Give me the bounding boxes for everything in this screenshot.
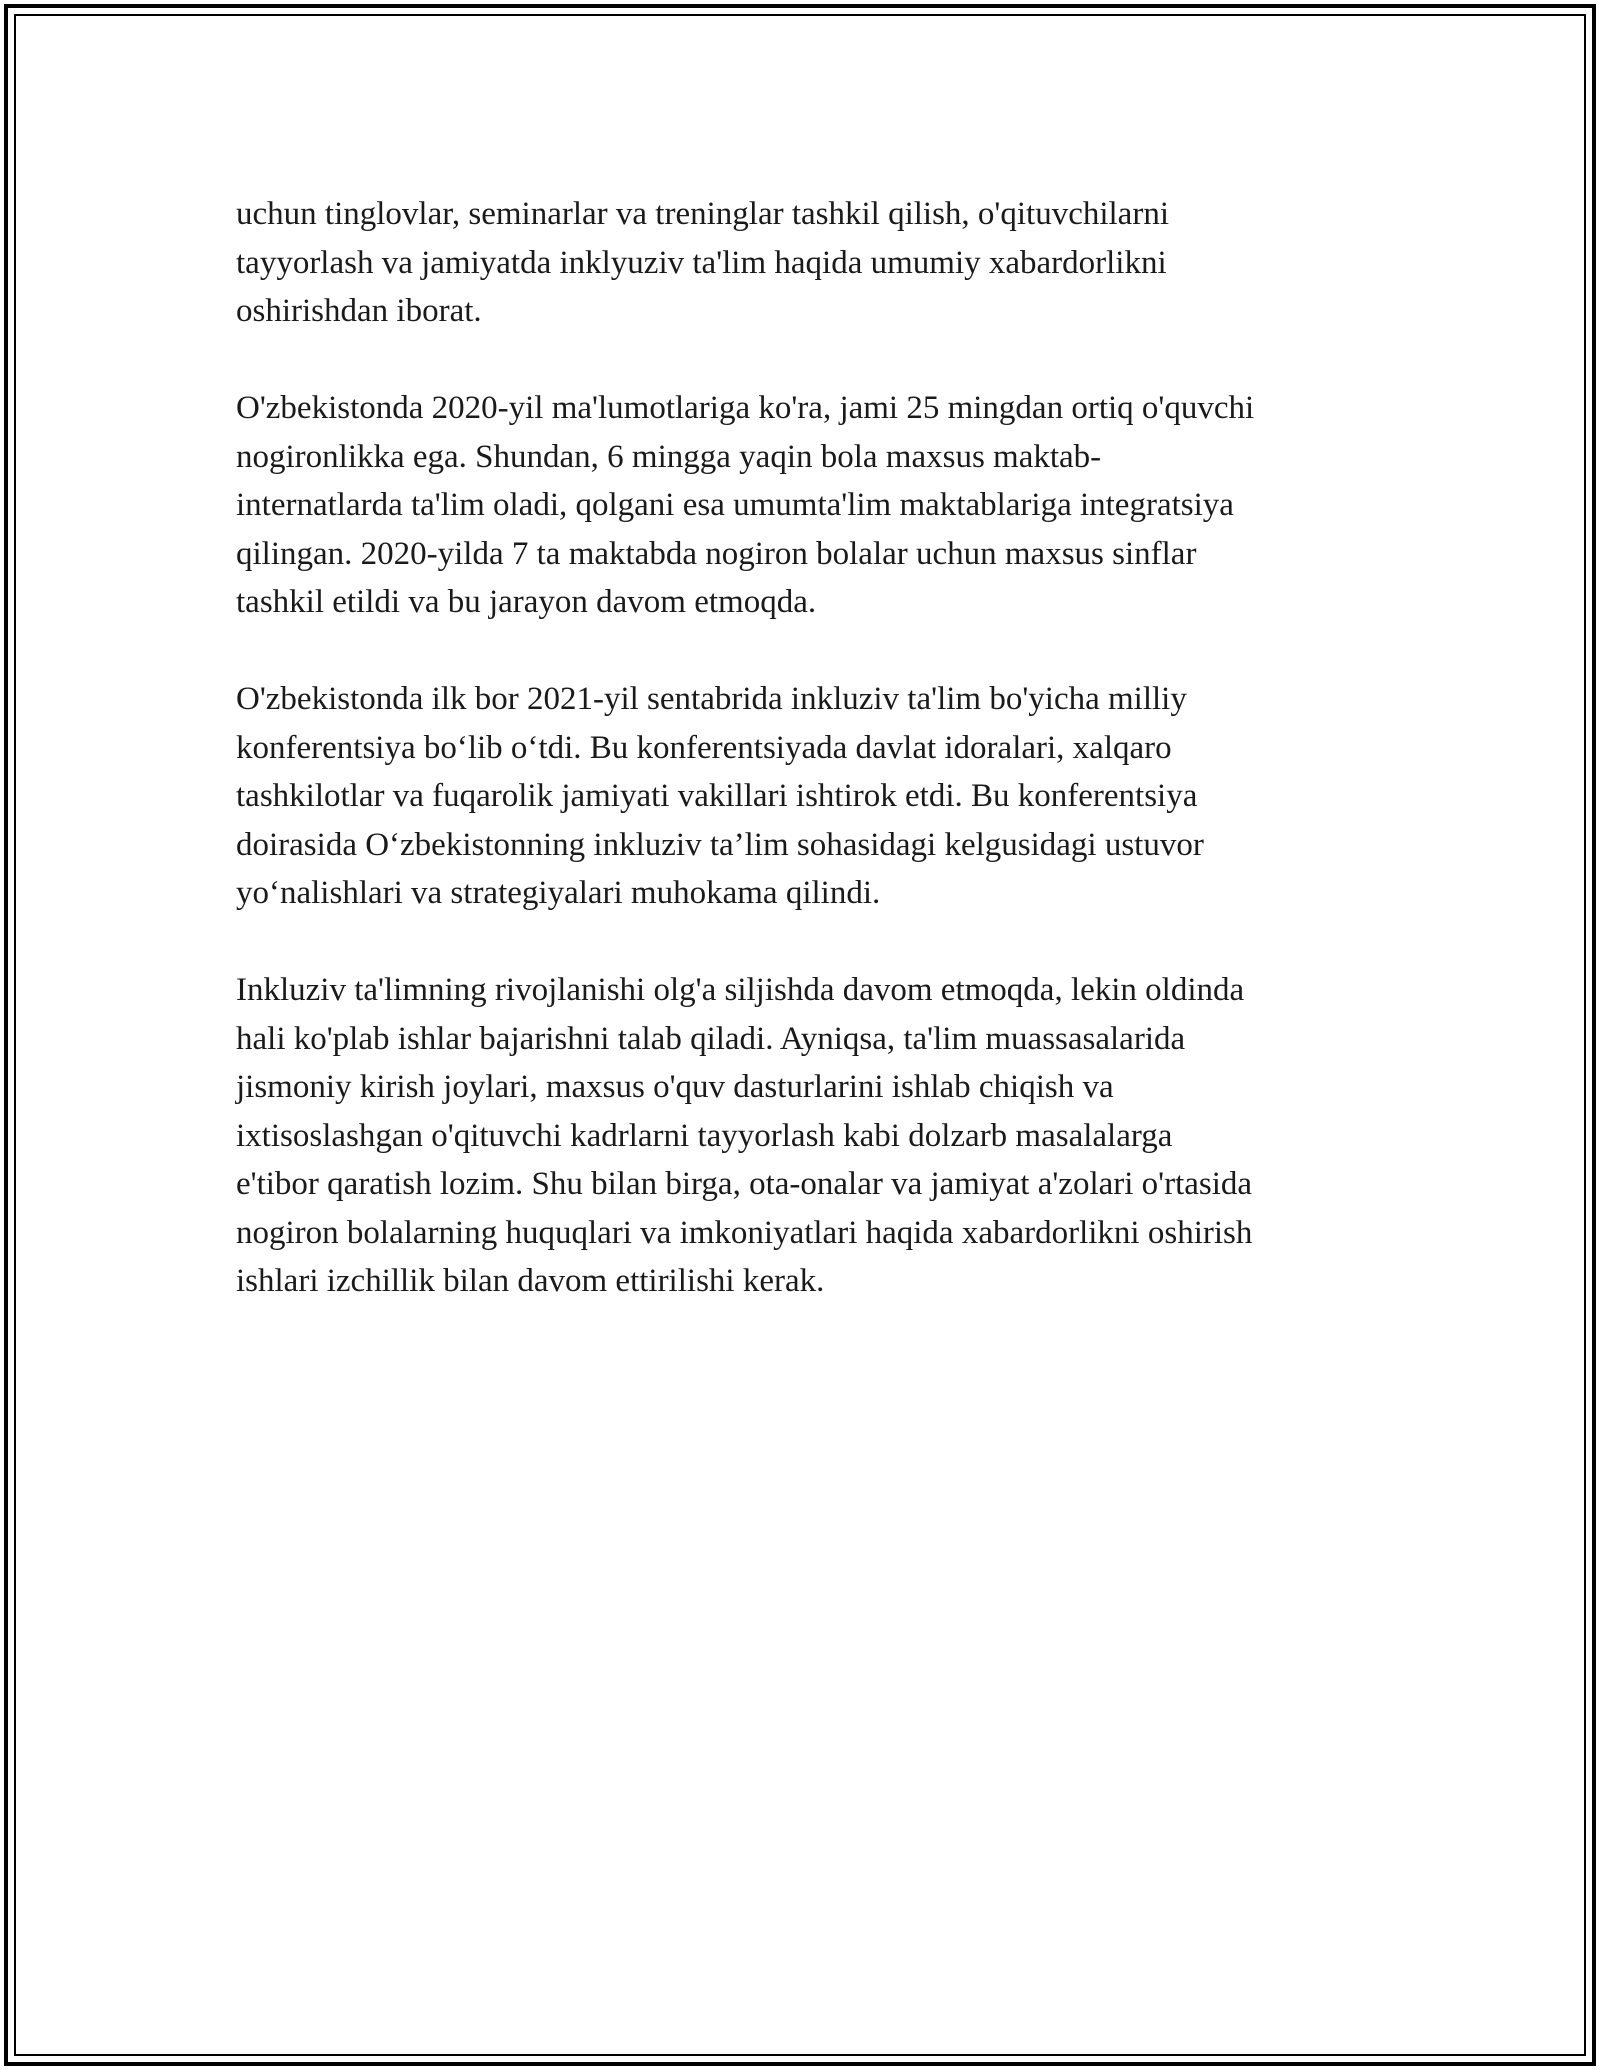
text-line: ixtisoslashgan o'qituvchi kadrlarni tayyorlash kabi dolzarb masalalarga xyxy=(236,1117,1173,1154)
text-line: e'tibor qaratish lozim. Shu bilan birga, ota-onalar va jamiyat a'zolari o'rtasida xyxy=(236,1166,1253,1202)
text-line: qilingan. 2020-yilda 7 ta maktabda nogiron bolalar uchun maxsus sinflar xyxy=(236,535,1197,572)
text-line: jismoniy kirish joylari, maxsus o'quv dasturlarini ishlab chiqish va xyxy=(236,1069,1114,1105)
text-line: Inkluziv ta'limning rivojlanishi olg'a siljishda davom etmoqda, lekin oldinda xyxy=(236,972,1245,1008)
paragraph-3 xyxy=(236,675,1416,918)
text-line: konferentsiya bo‘lib o‘tdi. Bu konferentsiyada davlat idoralari, xalqaro xyxy=(236,729,1172,766)
text-line: tashkilotlar va fuqarolik jamiyati vakillari ishtirok etdi. Bu konferentsiya xyxy=(236,778,1198,814)
text-line: uchun tinglovlar, seminarlar va treninglar tashkil qilish, o'qituvchilarni xyxy=(236,196,1169,232)
text-line: ishlari izchillik bilan davom ettirilishi kerak. xyxy=(236,1263,825,1299)
document-body xyxy=(236,190,1416,1354)
paragraph-2 xyxy=(236,384,1416,627)
text-line: O'zbekistonda ilk bor 2021-yil sentabrida inkluziv ta'lim bo'yicha milliy xyxy=(236,681,1187,717)
text-line: hali ko'plab ishlar bajarishni talab qiladi. Ayniqsa, ta'lim muassasalarida xyxy=(236,1020,1186,1057)
text-line: internatlarda ta'lim oladi, qolgani esa umumta'lim maktablariga integratsiya xyxy=(236,487,1234,523)
text-line: nogiron bolalarning huquqlari va imkoniyatlari haqida xabardorlikni oshirish xyxy=(236,1214,1253,1251)
text-line: tashkil etildi va bu jarayon davom etmoqda. xyxy=(236,584,817,620)
paragraph-1 xyxy=(236,190,1416,336)
text-line: doirasida O‘zbekistonning inkluziv ta’lim sohasidagi kelgusidagi ustuvor xyxy=(236,826,1204,863)
text-line: O'zbekistonda 2020-yil ma'lumotlariga ko'ra, jami 25 mingdan ortiq o'quvchi xyxy=(236,390,1255,426)
text-line: oshirishdan iborat. xyxy=(236,293,482,329)
text-line: nogironlikka ega. Shundan, 6 mingga yaqin bola maxsus maktab- xyxy=(236,438,1102,475)
paragraph-4 xyxy=(236,966,1416,1306)
text-line: tayyorlash va jamiyatda inklyuziv ta'lim haqida umumiy xabardorlikni xyxy=(236,244,1167,281)
text-line: yo‘nalishlari va strategiyalari muhokama qilindi. xyxy=(236,875,881,911)
